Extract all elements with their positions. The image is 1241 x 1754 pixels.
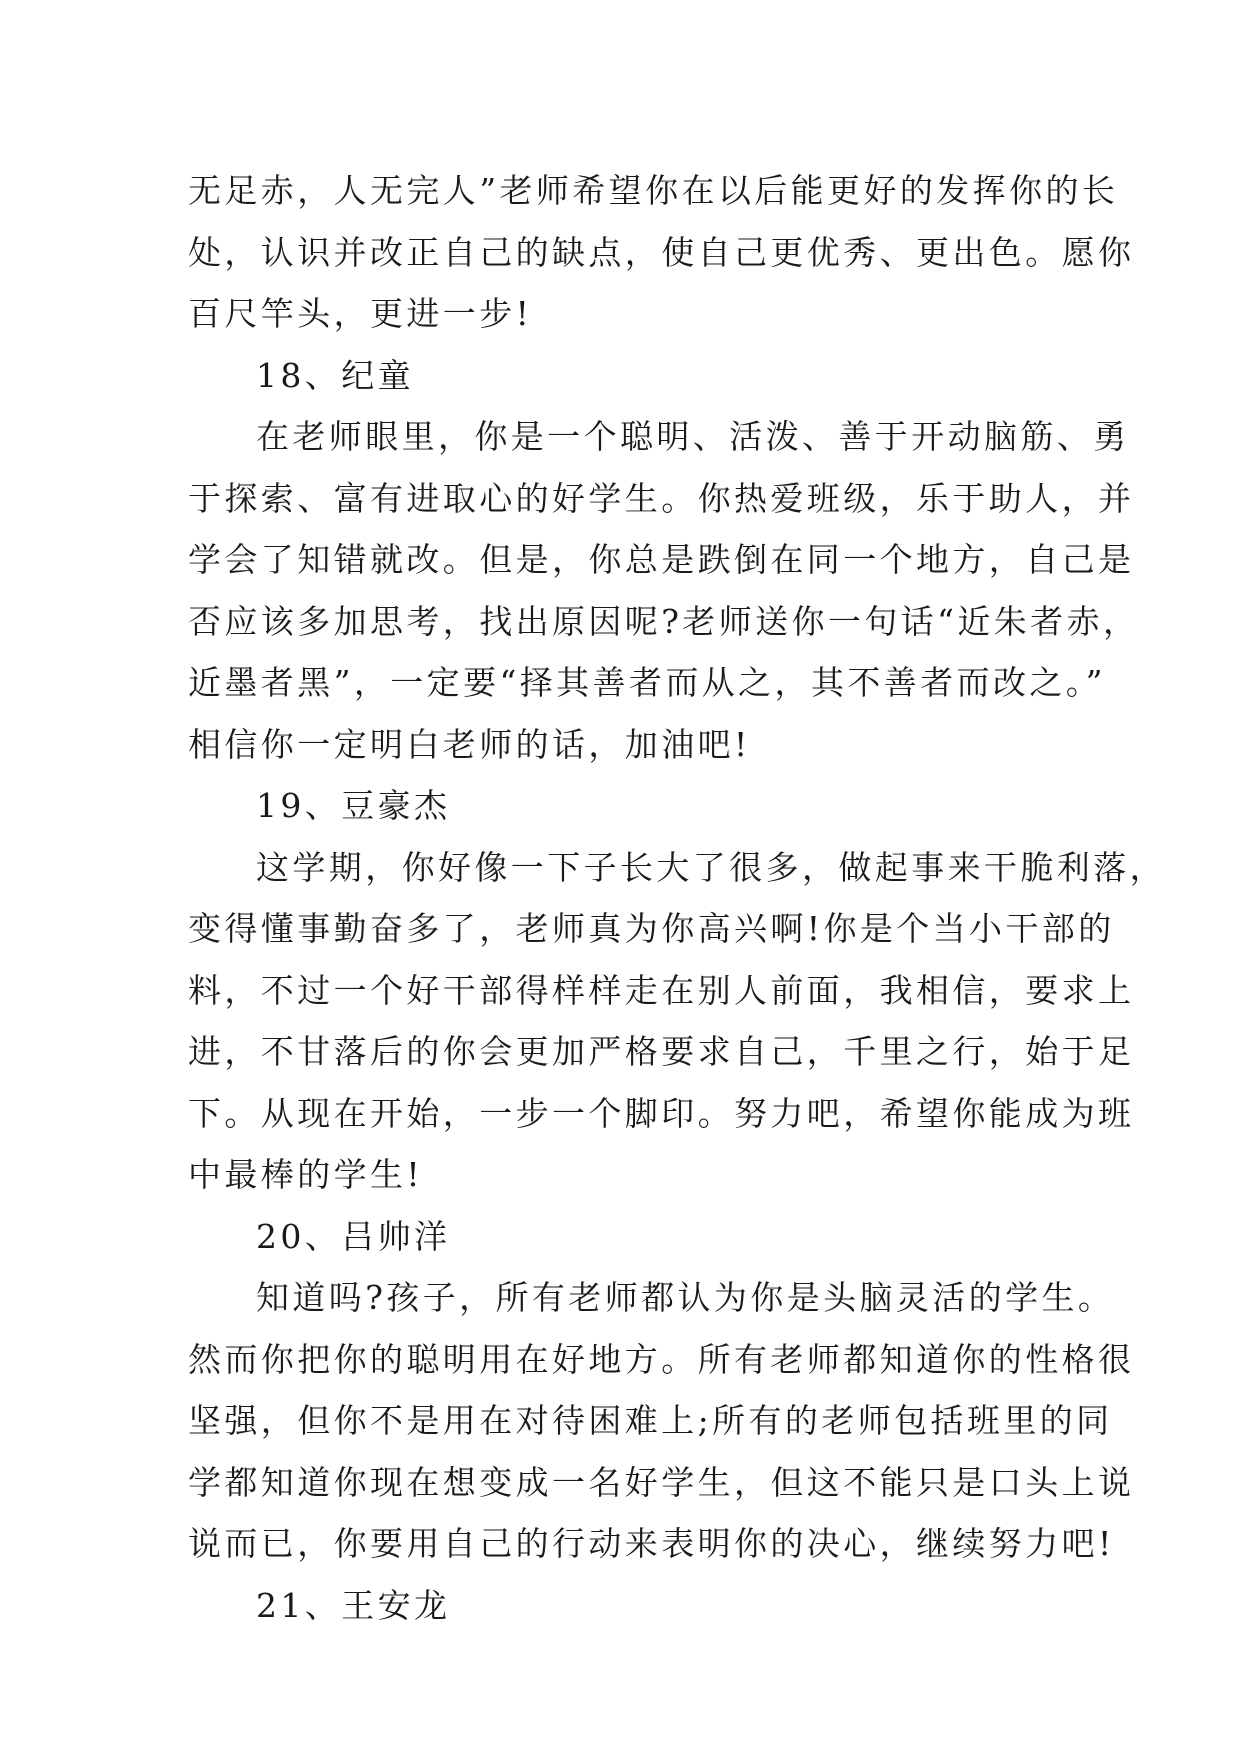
entry-heading-21: 21、王安龙 [256,1585,451,1625]
entry-heading-20: 20、吕帅洋 [256,1216,451,1256]
paragraph-comment-18 [188,406,1140,775]
text-line: 变得懂事勤奋多了，老师真为你高兴啊!你是个当小干部的 [188,909,1115,948]
entry-heading-18: 18、纪童 [256,355,414,395]
paragraph-comment-20 [188,1267,1135,1575]
text-line: 百尺竿头，更进一步! [188,294,533,333]
text-line: 处，认识并改正自己的缺点，使自己更优秀、更出色。愿你 [188,232,1135,272]
text-line: 这学期，你好像一下子长大了很多，做起事来干脆利落， [256,847,1166,887]
text-line: 坚强，但你不是用在对待困难上;所有的老师包括班里的同 [188,1401,1113,1440]
text-line: 知道吗?孩子，所有老师都认为你是头脑灵活的学生。 [256,1278,1115,1317]
text-line: 近墨者黑”，一定要“择其善者而从之，其不善者而改之。” [188,663,1106,702]
text-line: 中最棒的学生! [188,1155,424,1194]
text-line: 在老师眼里，你是一个聪明、活泼、善于开动脑筋、勇 [256,417,1130,456]
text-line: 学会了知错就改。但是，你总是跌倒在同一个地方，自己是 [188,540,1135,579]
text-line: 于探索、富有进取心的好学生。你热爱班级，乐于助人，并 [188,478,1135,518]
text-line: 进，不甘落后的你会更加严格要求自己，千里之行，始于足 [188,1032,1135,1071]
text-line: 学都知道你现在想变成一名好学生，但这不能只是口头上说 [188,1462,1135,1502]
paragraph-continuation [188,160,1135,345]
text-line: 否应该多加思考，找出原因呢?老师送你一句话“近朱者赤， [188,601,1140,641]
text-line: 说而已，你要用自己的行动来表明你的决心，继续努力吧! [188,1524,1115,1563]
text-line: 相信你一定明白老师的话，加油吧! [188,724,751,764]
text-line: 料，不过一个好干部得样样走在别人前面，我相信，要求上 [188,970,1135,1010]
text-line: 然而你把你的聪明用在好地方。所有老师都知道你的性格很 [188,1339,1135,1379]
entry-heading-19: 19、豆豪杰 [256,786,451,825]
text-line: 无足赤，人无完人”老师希望你在以后能更好的发挥你的长 [188,171,1119,210]
document-body [188,160,1166,1636]
text-line: 下。从现在开始，一步一个脚印。努力吧，希望你能成为班 [188,1093,1135,1133]
paragraph-comment-19 [188,837,1166,1206]
